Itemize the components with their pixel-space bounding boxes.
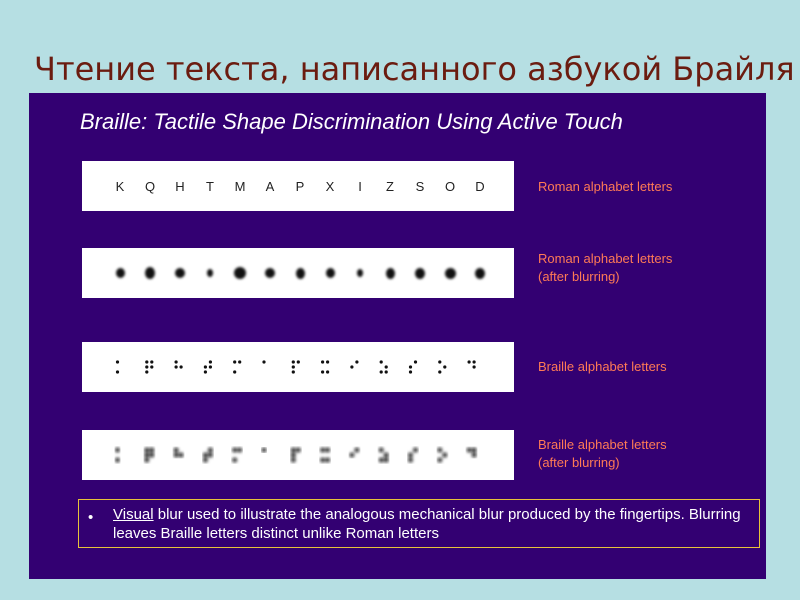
braille-dot — [321, 370, 324, 373]
braille-dot — [414, 360, 417, 363]
braille-dot — [150, 360, 153, 363]
braille-dot — [326, 360, 329, 363]
blurred-letter — [200, 269, 220, 277]
braille-dot — [145, 453, 150, 458]
braille-dot — [291, 453, 296, 458]
roman-letter: K — [115, 178, 125, 194]
braille-dot — [238, 360, 241, 363]
braille-blurred-label-line1: Braille alphabet letters — [538, 437, 667, 452]
braille-dot — [473, 365, 476, 368]
braille-dot — [473, 360, 476, 363]
braille-dot — [408, 458, 413, 463]
braille-dot — [145, 365, 148, 368]
braille-dot — [233, 370, 236, 373]
braille-dot — [297, 360, 300, 363]
blur-mark — [207, 269, 213, 277]
panel-title: Braille: Tactile Shape Discrimination Using Active Touch — [80, 109, 623, 134]
note-text — [113, 505, 753, 543]
braille-dot — [350, 365, 353, 368]
roman-blurred-letters — [110, 248, 490, 298]
braille-dot — [438, 458, 443, 463]
braille-dot — [409, 370, 412, 373]
braille-dot — [296, 448, 301, 453]
note-rest: blur used to illustrate the analogous mechanical blur produced by the fingertips. Blurring leaves Braille letters distinct unlike Roman letters — [113, 506, 741, 542]
braille-dot — [438, 448, 443, 453]
braille-dot — [468, 360, 471, 363]
braille-dot — [320, 448, 325, 453]
braille-cell — [115, 448, 120, 463]
braille-dot — [472, 453, 477, 458]
roman-letter: Q — [144, 178, 156, 194]
braille-cell — [438, 360, 446, 373]
braille-dot — [174, 448, 179, 453]
braille-cell — [350, 448, 360, 458]
braille-label: Braille alphabet letters — [538, 359, 667, 374]
braille-dot — [380, 370, 383, 373]
braille-dot — [209, 365, 212, 368]
braille-cell — [408, 448, 418, 463]
braille-dot — [438, 360, 441, 363]
braille-dot — [292, 365, 295, 368]
braille-dot — [262, 448, 267, 453]
braille-dot — [232, 448, 237, 453]
blurred-letter — [260, 268, 280, 278]
roman-letter: D — [475, 178, 485, 194]
braille-blurred-letters — [82, 430, 514, 480]
braille-dot — [237, 448, 242, 453]
braille-dot — [204, 370, 207, 373]
braille-dot — [208, 453, 213, 458]
braille-dot — [233, 360, 236, 363]
braille-dot — [174, 453, 179, 458]
roman-letter: X — [325, 178, 335, 194]
braille-dot — [209, 360, 212, 363]
braille-dot — [321, 360, 324, 363]
blurred-letter — [350, 269, 370, 277]
braille-dot — [179, 453, 184, 458]
braille-dot — [326, 370, 329, 373]
blurred-letter — [320, 268, 340, 278]
braille-dot — [467, 448, 472, 453]
slide-title: Чтение текста, написанного азбукой Брайля — [34, 50, 795, 88]
braille-dot — [116, 360, 119, 363]
braille-dot — [379, 458, 384, 463]
braille-cell — [145, 360, 153, 373]
braille-dot — [175, 365, 178, 368]
roman-letter: P — [295, 178, 305, 194]
braille-dot — [408, 453, 413, 458]
braille-dot — [350, 453, 355, 458]
blur-mark — [445, 268, 456, 279]
braille-dot — [380, 360, 383, 363]
braille-dot — [438, 370, 441, 373]
braille-cell — [468, 360, 476, 368]
blurred-letter — [470, 268, 490, 279]
blur-mark — [357, 269, 363, 277]
braille-cell — [292, 360, 300, 373]
roman-blurred-strip — [82, 248, 514, 298]
braille-dot — [208, 448, 213, 453]
braille-dot — [443, 365, 446, 368]
blurred-letter — [110, 268, 130, 278]
content-panel — [29, 93, 766, 579]
blurred-letter — [380, 268, 400, 279]
note-underlined: Visual — [113, 506, 154, 523]
blur-mark — [386, 268, 395, 279]
roman-letters-strip — [82, 161, 514, 211]
note-box — [78, 499, 760, 548]
roman-letter: I — [358, 178, 362, 194]
roman-letter: S — [415, 178, 425, 194]
braille-dot — [150, 365, 153, 368]
blur-mark — [175, 268, 185, 278]
braille-dot — [413, 448, 418, 453]
braille-cell — [262, 448, 267, 453]
braille-cell — [204, 360, 212, 373]
braille-dot — [115, 458, 120, 463]
braille-dot — [150, 453, 155, 458]
braille-cell — [321, 360, 329, 373]
roman-letter: Z — [386, 178, 394, 194]
blurred-letter — [290, 268, 310, 279]
braille-cell — [203, 448, 213, 463]
braille-strip — [82, 342, 514, 392]
roman-letter: A — [265, 178, 275, 194]
braille-cell — [409, 360, 417, 373]
blurred-letter — [440, 268, 460, 279]
blur-mark — [145, 267, 155, 279]
braille-blurred-label-line2: (after blurring) — [538, 455, 620, 470]
braille-dot — [384, 453, 389, 458]
roman-letters — [110, 161, 490, 211]
blur-mark — [475, 268, 485, 279]
roman-label: Roman alphabet letters — [538, 179, 673, 194]
blurred-letter — [410, 268, 430, 279]
braille-dot — [379, 448, 384, 453]
braille-cell — [262, 360, 265, 363]
braille-cell — [116, 360, 119, 373]
braille-cell — [175, 360, 183, 368]
braille-cell — [350, 360, 358, 368]
braille-dot — [325, 458, 330, 463]
blur-mark — [265, 268, 275, 278]
braille-dot — [145, 448, 150, 453]
braille-dot — [180, 365, 183, 368]
blur-mark — [296, 268, 305, 279]
roman-letter: H — [175, 178, 185, 194]
braille-dot — [175, 360, 178, 363]
blur-mark — [415, 268, 425, 279]
braille-dot — [204, 365, 207, 368]
braille-dot — [472, 448, 477, 453]
braille-dot — [203, 453, 208, 458]
braille-dot — [291, 448, 296, 453]
braille-dot — [385, 370, 388, 373]
braille-cell — [232, 448, 242, 463]
braille-cell — [291, 448, 301, 463]
braille-cell — [145, 448, 155, 463]
roman-letter: T — [206, 178, 214, 194]
braille-dot — [292, 360, 295, 363]
blur-mark — [326, 268, 335, 278]
braille-cell — [320, 448, 330, 463]
blurred-letter — [170, 268, 190, 278]
braille-dot — [115, 448, 120, 453]
braille-dot — [145, 458, 150, 463]
braille-dot — [150, 448, 155, 453]
blur-mark — [234, 267, 246, 279]
braille-dot — [320, 458, 325, 463]
blurred-letter — [140, 267, 160, 279]
braille-blurred-label — [538, 436, 667, 472]
braille-dot — [116, 370, 119, 373]
braille-dot — [325, 448, 330, 453]
braille-cell — [380, 360, 388, 373]
blur-mark — [116, 268, 125, 278]
roman-blurred-label — [538, 250, 672, 286]
braille-dot — [443, 453, 448, 458]
roman-letter: M — [234, 178, 246, 194]
braille-cell — [438, 448, 448, 463]
braille-dot — [291, 458, 296, 463]
braille-cell — [174, 448, 184, 458]
braille-dot — [355, 360, 358, 363]
braille-dot — [262, 360, 265, 363]
blurred-letter — [230, 267, 250, 279]
braille-dot — [232, 458, 237, 463]
braille-dot — [145, 370, 148, 373]
bullet: • — [88, 509, 94, 526]
roman-letter: O — [444, 178, 456, 194]
braille-dot — [145, 360, 148, 363]
braille-dot — [409, 365, 412, 368]
braille-blurred-strip — [82, 430, 514, 480]
braille-dot — [203, 458, 208, 463]
braille-dot — [384, 458, 389, 463]
roman-blurred-label-line1: Roman alphabet letters — [538, 251, 673, 266]
braille-cell — [379, 448, 389, 463]
braille-dot — [355, 448, 360, 453]
braille-dot — [292, 370, 295, 373]
braille-dot — [385, 365, 388, 368]
braille-letters — [82, 342, 514, 392]
braille-cell — [467, 448, 477, 458]
braille-cell — [233, 360, 241, 373]
roman-blurred-label-line2: (after blurring) — [538, 269, 620, 284]
